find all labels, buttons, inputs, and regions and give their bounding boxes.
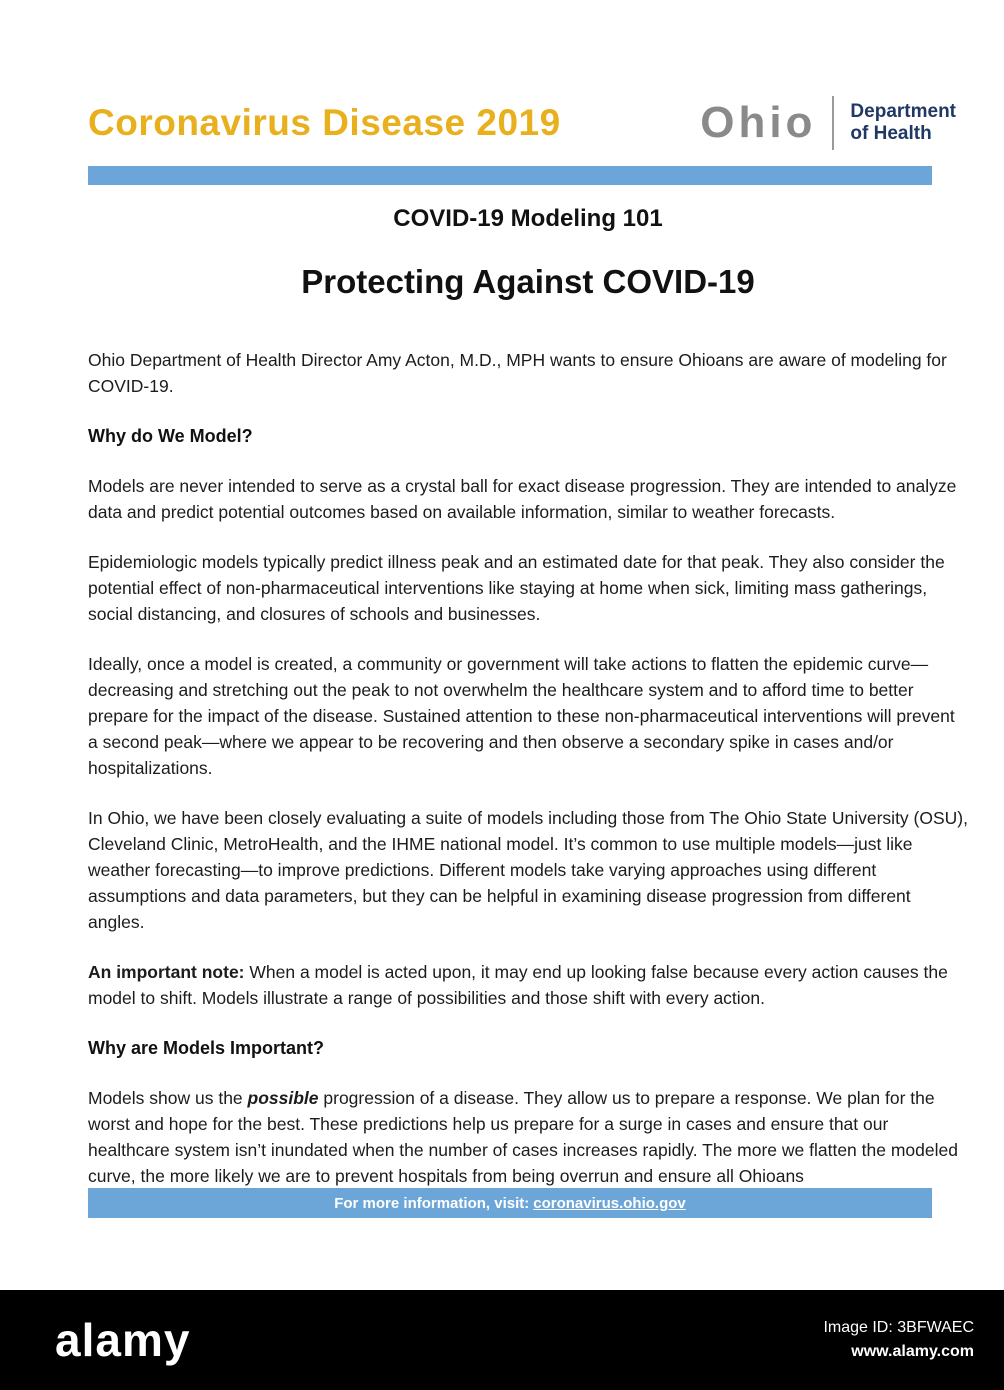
paragraph-important-note (88, 959, 968, 1011)
paragraph-flatten-curve: Ideally, once a model is created, a community or government will take actions to flatten the epidemic curve—decreasing and stretching out the peak to not overwhelm the healthcare system and to afford time to better prepare for the impact of the disease. Sustained attention to these non-pharmaceutical interventions will prevent a second peak—where we appear to be recovering and then observe a secondary spike in cases and/or hospitalizations. (88, 654, 955, 778)
paragraph-models-show-possible (88, 1085, 968, 1189)
watermark-meta (823, 1316, 974, 1364)
section-heading-why-models-important: Why are Models Important? (88, 1038, 325, 1058)
masthead-title: Coronavirus Disease 2019 (88, 102, 561, 143)
possible-paragraph-prefix: Models show us the (88, 1088, 248, 1108)
alamy-url-text: www.alamy.com (851, 1343, 974, 1360)
department-text (850, 101, 956, 146)
footer-info-banner (88, 1188, 932, 1218)
paragraph-ohio-models: In Ohio, we have been closely evaluating a suite of models including those from The Ohio State University (OSU), Cleveland Clinic, MetroHealth, and the IHME national model. It’s common to use multiple models—just like weather forecasting—to improve predictions. Different models take varying approaches using different assumptions and data parameters, but they can be helpful in examining disease progression from different angles. (88, 808, 968, 932)
footer-info-text: For more information, visit: (334, 1194, 530, 1212)
possible-emphasis: possible (247, 1088, 319, 1108)
document-body (88, 347, 968, 1189)
paragraph-models-purpose: Models are never intended to serve as a crystal ball for exact disease progression. They are intended to analyze data and predict potential outcomes based on available information, similar to weather forecasts. (88, 476, 957, 522)
logo-divider (832, 96, 834, 150)
possible-paragraph-suffix: progression of a disease. They allow us to prepare a response. We plan for the worst and hope for the best. These predictions help us prepare for a surge in cases and ensure that our healthcare system isn’t inundated when the number of cases increases rapidly. The more we flatten the modeled curve, the more likely we are to prevent hospitals from being overrun and ensure all Ohioans (88, 1088, 958, 1186)
alamy-logo: alamy (55, 1314, 191, 1366)
alamy-watermark-bar (0, 1290, 1004, 1390)
intro-paragraph: Ohio Department of Health Director Amy Acton, M.D., MPH wants to ensure Ohioans are aware of modeling for COVID-19. (88, 350, 947, 396)
section-heading-why-do-we-model: Why do We Model? (88, 426, 253, 446)
document-kicker: COVID-19 Modeling 101 (393, 205, 663, 232)
department-line2: of Health (850, 123, 932, 144)
department-line1: Department (850, 100, 956, 122)
ohio-department-of-health-logo (700, 96, 968, 150)
paragraph-epidemiologic-models: Epidemiologic models typically predict illness peak and an estimated date for that peak. They also consider the potential effect of non-pharmaceutical interventions like staying at home when sick, limiting mass gatherings, social distancing, and closures of schools and businesses. (88, 552, 945, 624)
important-note-body: When a model is acted upon, it may end up looking false because every action causes the model to shift. Models illustrate a range of possibilities and those shift with every action. (88, 962, 948, 1008)
header-divider-bar (88, 166, 932, 185)
ohio-logo-text: Ohio (700, 98, 817, 147)
document-title: Protecting Against COVID-19 (301, 263, 755, 300)
image-id-text: Image ID: 3BFWAEC (823, 1319, 974, 1336)
document-header (88, 96, 968, 150)
coronavirus-ohio-gov-link[interactable]: coronavirus.ohio.gov (533, 1194, 686, 1212)
important-note-label: An important note: (88, 962, 245, 982)
